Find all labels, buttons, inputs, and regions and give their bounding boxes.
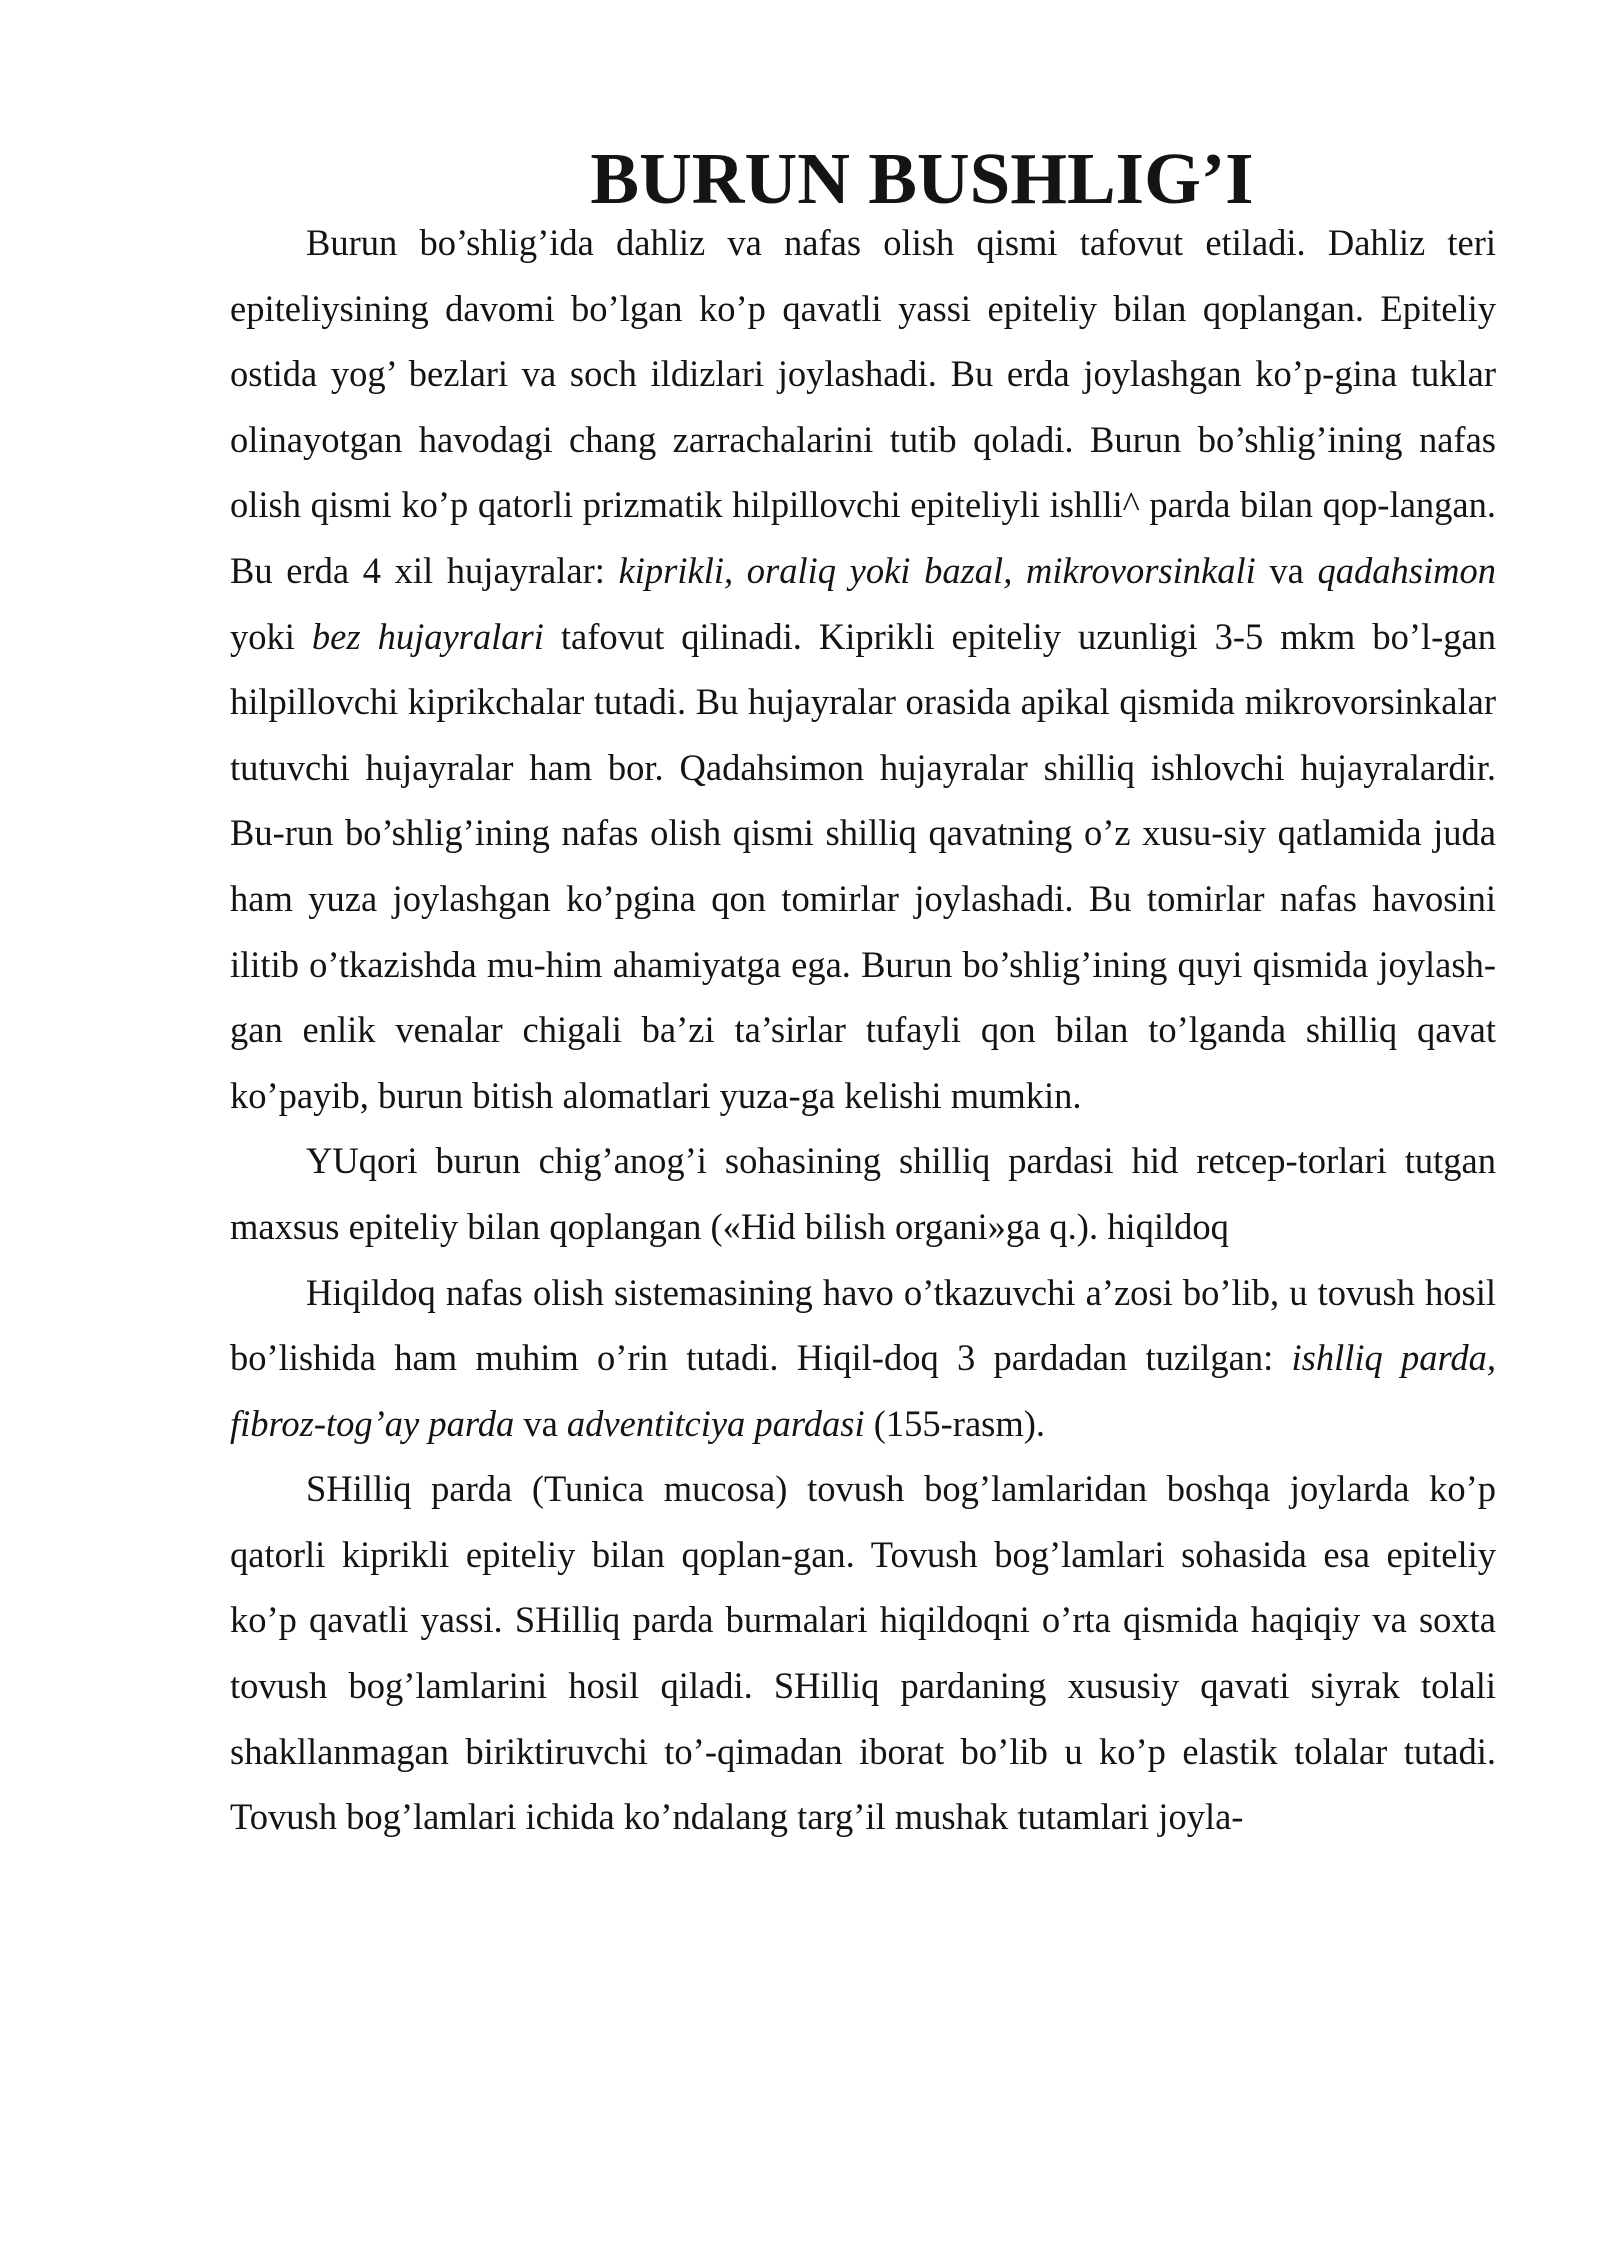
italic-term: bez hujayralari <box>311 615 544 657</box>
text-run: va <box>514 1402 567 1444</box>
document-page <box>230 138 1496 1850</box>
page-title: BURUN BUSHLIG’I <box>590 138 1254 219</box>
text-run: va <box>1255 549 1318 591</box>
text-run: SHilliq parda (Tunica mucosa) tovush bog’lamlaridan boshqa joylarda ko’p qatorli kiprikli epiteliy bilan qoplan-gan. Tovush bog’lamlari sohasida esa epiteliy ko’p qavatli yassi. SHilliq parda burmalari hiqildoqni o’rta qismida haqiqiy va soxta tovush bog’lamlarini hosil qiladi. SHilliq pardaning xususiy qavati siyrak tolali shakllanmagan biriktiruvchi to’-qimadan iborat bo’lib u ko’p elastik tolalar tutadi. Tovush bog’lamlari ichida ko’ndalang targ’il mushak tutamlari joyla- <box>230 1468 1496 1838</box>
text-run: Burun bo’shlig’ida dahliz va nafas olish qismi tafovut etiladi. Dahliz teri epiteliysining davomi bo’lgan ko’p qavatli yassi epiteliy bilan qoplangan. Epiteliy ostida yog’ bezlari va soch ildizlari joylashadi. Bu erda joylashgan ko’p-gina tuklar olinayotgan havodagi chang zarrachalarini tutib qoladi. Burun bo’shlig’ining nafas olish qismi ko’p qatorli prizmatik hilpillovchi epiteliyli ishlli^ parda bilan qop-langan. Bu erda 4 xil hujayralar: <box>230 222 1496 591</box>
italic-term: ishlliq parda, fibroz-tog’ay parda <box>230 1337 1496 1444</box>
paragraph <box>230 1456 1496 1850</box>
paragraph <box>230 1128 1496 1259</box>
text-run: YUqori burun chig’anog’i sohasining shilliq pardasi hid retcep-torlari tutgan maxsus epiteliy bilan qoplangan («Hid bilish organi»ga q.). hiqildoq <box>230 1140 1496 1247</box>
paragraph <box>230 1260 1496 1457</box>
text-run: yoki <box>230 615 312 657</box>
italic-term: kiprikli, oraliq yoki bazal, mikrovorsinkali <box>618 549 1256 591</box>
paragraph <box>230 210 1496 1128</box>
text-run: (155-rasm). <box>864 1402 1046 1444</box>
document-body <box>230 210 1496 1850</box>
text-run: tafovut qilinadi. Kiprikli epiteliy uzunligi 3-5 mkm bo’l-gan hilpillovchi kiprikchalar tutadi. Bu hujayralar orasida apikal qismida mikrovorsinkalar tutuvchi hujayralar ham bor. Qadahsimon hujayralar shilliq ishlovchi hujayralardir. Bu-run bo’shlig’ining nafas olish qismi shilliq qavatning o’z xusu-siy qatlamida juda ham yuza joylashgan ko’pgina qon tomirlar joylashadi. Bu tomirlar nafas havosini ilitib o’tkazishda mu-him ahamiyatga ega. Burun bo’shlig’ining quyi qismida joylash-gan enlik venalar chigali ba’zi ta’sirlar tufayli qon bilan to’lganda shilliq qavat ko’payib, burun bitish alomatlari yuza-ga kelishi mumkin. <box>230 615 1496 1116</box>
italic-term: qadahsimon <box>1317 549 1496 591</box>
italic-term: adventitciya pardasi <box>566 1402 865 1444</box>
text-run: Hiqildoq nafas olish sistemasining havo o’tkazuvchi a’zosi bo’lib, u tovush hosil bo’lishida ham muhim o’rin tutadi. Hiqil-doq 3 pardadan tuzilgan: <box>230 1271 1496 1379</box>
